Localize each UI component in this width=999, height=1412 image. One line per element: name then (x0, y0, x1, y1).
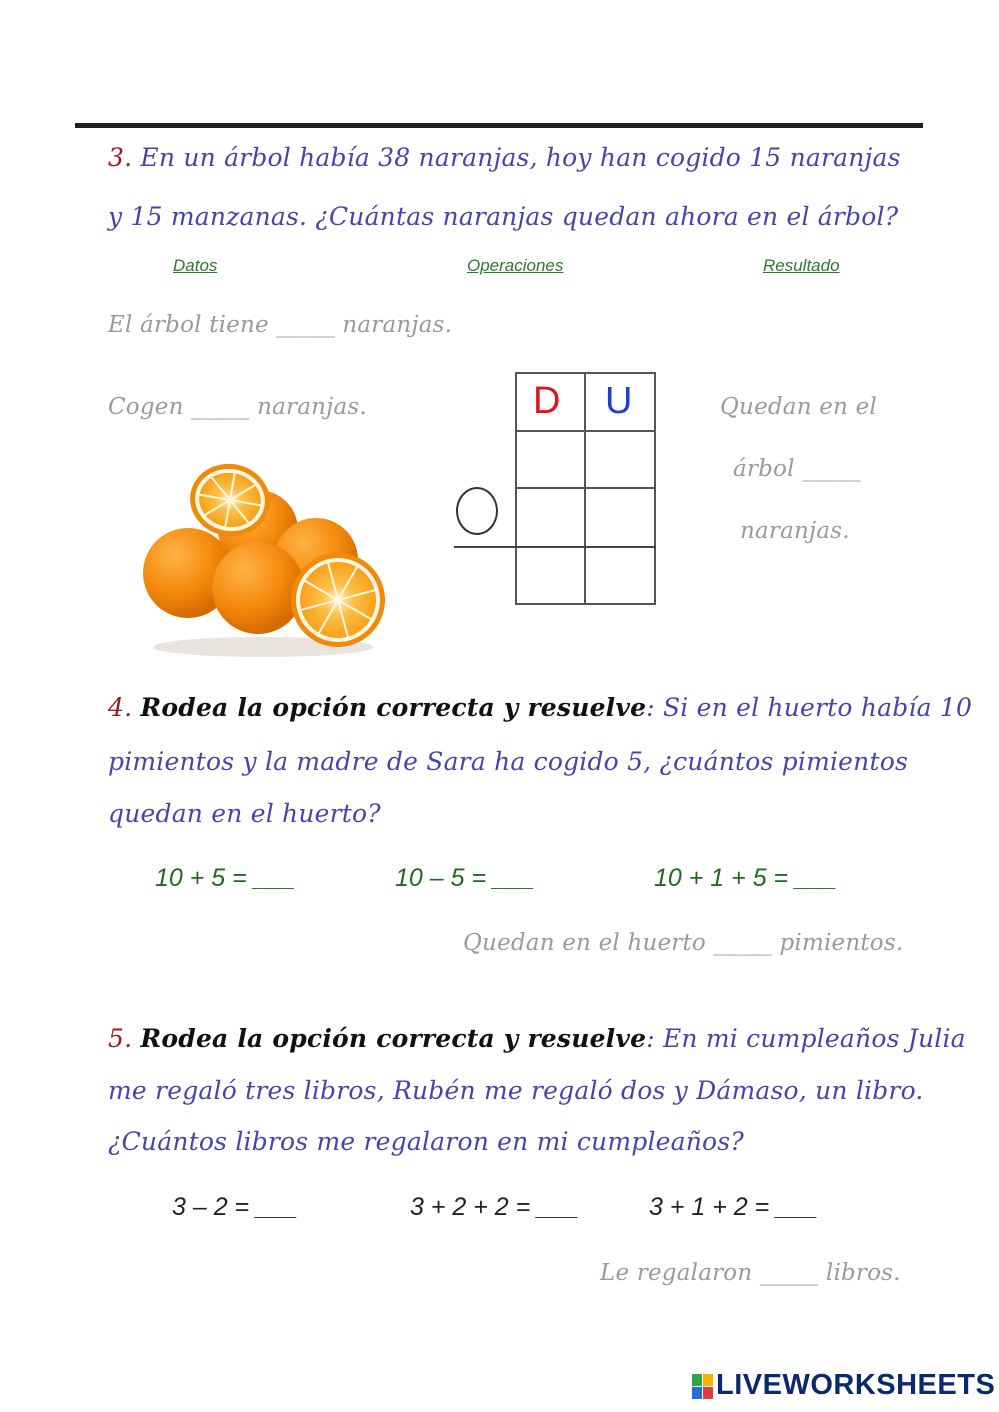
q5-answer[interactable]: Le regalaron _____ libros. (600, 1260, 901, 1286)
du-operation-grid[interactable] (515, 372, 656, 605)
heading-resultado: Resultado (763, 256, 840, 275)
q5-line1 (108, 1024, 966, 1053)
operator-circle[interactable] (456, 487, 498, 535)
tens-label: D (533, 380, 561, 422)
liveworksheets-logo-icon (692, 1374, 714, 1400)
q3-text1: En un árbol había 38 naranjas, hoy han cogido 15 naranjas (140, 143, 901, 172)
units-label: U (605, 380, 633, 422)
q4-answer[interactable]: Quedan en el huerto _____ pimientos. (463, 930, 904, 956)
q4-text1: Si en el huerto había 10 (654, 693, 973, 722)
q4-line1 (108, 693, 972, 722)
q5-option-3[interactable]: 3 + 1 + 2 = ___ (649, 1193, 818, 1221)
q3-datos-2[interactable]: Cogen _____ naranjas. (108, 394, 367, 420)
operation-result-line (454, 546, 656, 548)
q4-option-3[interactable]: 10 + 1 + 5 = ___ (654, 864, 837, 892)
q3-result-1: Quedan en el (720, 394, 877, 420)
q4-line2: pimientos y la madre de Sara ha cogido 5, ¿cuántos pimientos (108, 747, 908, 776)
q5-line3: ¿Cuántos libros me regalaron en mi cumpleaños? (108, 1127, 744, 1156)
liveworksheets-logo-text: LIVEWORKSHEETS (716, 1369, 996, 1401)
q4-option-2[interactable]: 10 – 5 = ___ (395, 864, 535, 892)
q3-line1 (108, 143, 901, 172)
q5-option-1[interactable]: 3 – 2 = ___ (172, 1193, 298, 1221)
q4-instruction: Rodea la opción correcta y resuelve (140, 693, 647, 722)
q4-option-1[interactable]: 10 + 5 = ___ (155, 864, 296, 892)
q5-text1: En mi cumpleaños Julia (654, 1024, 966, 1053)
heading-datos: Datos (173, 256, 218, 275)
q3-result-3: naranjas. (740, 518, 850, 544)
q5-instruction: Rodea la opción correcta y resuelve (140, 1024, 647, 1053)
q4-colon: : (646, 693, 655, 722)
oranges-image (138, 455, 390, 660)
q3-line2: y 15 manzanas. ¿Cuántas naranjas quedan ahora en el árbol? (108, 202, 899, 231)
q3-result-2[interactable]: árbol _____ (733, 456, 861, 482)
q4-line3: quedan en el huerto? (108, 799, 381, 828)
q4-number: 4. (108, 693, 133, 722)
q5-option-2[interactable]: 3 + 2 + 2 = ___ (410, 1193, 579, 1221)
q5-line2: me regaló tres libros, Rubén me regaló dos y Dámaso, un libro. (108, 1076, 924, 1105)
q5-colon: : (646, 1024, 655, 1053)
q3-number: 3. (108, 143, 133, 172)
q5-number: 5. (108, 1024, 133, 1053)
heading-operaciones: Operaciones (467, 256, 564, 275)
top-rule (75, 123, 923, 128)
q3-datos-1[interactable]: El árbol tiene _____ naranjas. (108, 312, 453, 338)
